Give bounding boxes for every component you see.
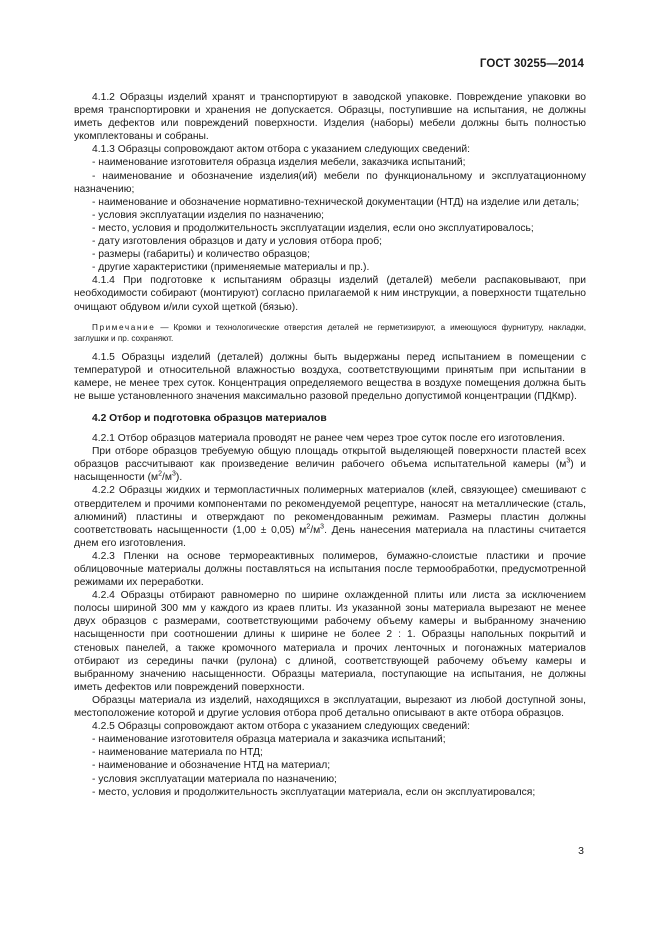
list-item: - наименование изготовителя образца материала и заказчика испытаний; (92, 734, 446, 746)
superscript: 2 (306, 523, 311, 531)
paragraph-4-1-2: 4.1.2 Образцы изделий хранят и транспортируют в заводской упаковке. Повреждение упаковки во время транспортировки и хранения не допускается. Образцы, поступившие на испытания, не должны иметь дефектов или повреждений поверхности. Изделия (наборы) мебели должны быть полностью укомплектованы и собраны. (74, 92, 586, 143)
text-run: ) и насыщенности (м (74, 459, 586, 484)
document-body (74, 91, 586, 799)
list-item: - место, условия и продолжительность эксплуатации изделия, если оно эксплуатировалось; (92, 222, 534, 234)
text-run: . День нанесения материала на пластины считается днем его изготовления. (74, 524, 586, 549)
superscript: 3 (566, 457, 571, 465)
text-run: ). (175, 472, 183, 484)
note-text: — Кромки и технологические отверстия деталей не герметизируют, а имеющуюся фурнитуру, накладки, заглушки и пр. сохраняют. (74, 322, 586, 344)
list-item: - другие характеристики (применяемые материалы и пр.). (92, 262, 370, 274)
paragraph-4-1-3: 4.1.3 Образцы сопровождают актом отбора с указанием следующих сведений: (92, 144, 470, 156)
list-item: - условия эксплуатации материала по назначению; (92, 773, 337, 785)
paragraph-4-2-1: 4.2.1 Отбор образцов материала проводят не ранее чем через трое суток после его изготовления. (92, 433, 565, 445)
superscript: 3 (172, 470, 176, 478)
page-number: 3 (578, 845, 584, 857)
section-heading-4-2: 4.2 Отбор и подготовка образцов материалов (92, 412, 327, 424)
list-item: - место, условия и продолжительность эксплуатации материала, если он эксплуатировался; (92, 786, 536, 798)
paragraph-4-2-5: 4.2.5 Образцы сопровождают актом отбора с указанием следующих сведений: (92, 721, 470, 733)
note (74, 322, 586, 345)
list-item: - наименование и обозначение НТД на материал; (92, 760, 331, 772)
paragraph-samples-in-use: Образцы материала из изделий, находящихся в эксплуатации, вырезают из любой доступной зоны, местоположение которой и другие условия отбора проб детально описывают в акте отбора образцов. (74, 694, 586, 720)
list-item: - наименование материала по НТД; (92, 747, 263, 759)
list-item: - размеры (габариты) и количество образцов; (92, 249, 311, 261)
paragraph-4-1-4: 4.1.4 При подготовке к испытаниям образцы изделий (деталей) мебели распаковывают, при необходимости собирают (монтируют) согласно прилагаемой к ним инструкции, а поверхности тщательно очищают обдувом и/или сухой щеткой (бязью). (74, 275, 586, 313)
text-run: /м (310, 524, 321, 536)
list-item: - дату изготовления образцов и дату и условия отбора проб; (92, 236, 383, 248)
note-label: Примечание (92, 322, 156, 332)
text-run: 4.2.2 Образцы жидких и термопластичных полимерных материалов (клей, связующее) смешивают с отвердителем и прочими компонентами по рекомендуемой рецептуре, наносят на металлические (сталь, алюминий) пластины и отверждают по рекомендованным режимам. Размеры пластин должны соответствовать насыщенности (1,00 ± 0,05) м (74, 485, 586, 536)
paragraph-4-2-4: 4.2.4 Образцы отбирают равномерно по ширине охлажденной плиты или листа за исключением полосы шириной 300 мм у каждого из краев плиты. Из указанной зоны материала вырезают не менее двух образцов с размерами, соответствующими рабочему объему камеры и выбранному значению насыщенности при соотношении длины к ширине не более 2 : 1. Образцы напольных покрытий и стеновых панелей, а также кромочного материала и прочих ленточных и погонажных материалов отбирают из середины пачки (рулона) с длиной, соответствующей рабочему объему камеры и выбранному значению насыщенности. Образцы материала, поступающие на испытания, не должны иметь дефектов или повреждений поверхности. (74, 590, 586, 693)
list-item: - наименование изготовителя образца изделия мебели, заказчика испытаний; (92, 157, 466, 169)
list-item: - условия эксплуатации изделия по назначению; (92, 209, 325, 221)
page-header-standard-number: ГОСТ 30255—2014 (479, 58, 584, 70)
paragraph-area-calculation (74, 445, 586, 484)
text-run: /м (162, 472, 172, 484)
paragraph-4-2-3: 4.2.3 Пленки на основе термореактивных полимеров, бумажно-слоистые пластики и прочие облицовочные материалы должны поставляться на испытания после термообработки, предусмотренной режимами их переработки. (74, 550, 586, 589)
list-item: - наименование и обозначение изделия(ий) мебели по функциональному и эксплуатационному назначению; (74, 170, 586, 195)
text-run: При отборе образцов требуемую общую площадь открытой выделяющей поверхности пластей всех образцов рассчитывают как произведение величин рабочего объема испытательной камеры (м (74, 446, 586, 471)
list-item: - наименование и обозначение нормативно-технической документации (НТД) на изделие или деталь; (92, 196, 580, 208)
superscript: 2 (158, 470, 163, 478)
superscript: 3 (320, 523, 325, 531)
paragraph-4-2-2 (74, 484, 586, 549)
paragraph-4-1-5: 4.1.5 Образцы изделий (деталей) должны быть выдержаны перед испытанием в помещении с температурой и относительной влажностью воздуха, соответствующими принятым при испытании в камере, не менее трех суток. Концентрация определяемого вещества в воздухе помещения должна быть не выше установленного значения максимально разовой предельно допустимой концентрации (ПДКмр). (74, 351, 586, 402)
